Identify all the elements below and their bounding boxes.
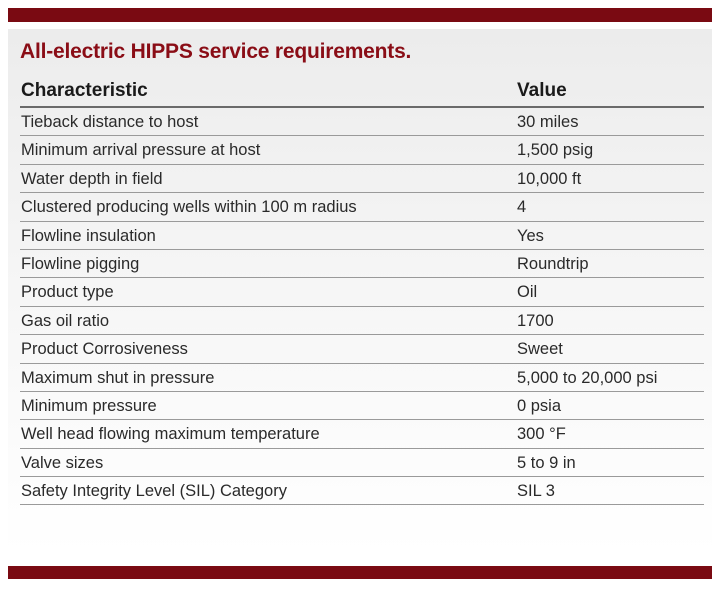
value-cell: 1700 <box>517 311 554 330</box>
requirements-table <box>20 76 704 505</box>
table-row <box>20 449 704 477</box>
value-cell: 5,000 to 20,000 psi <box>517 368 658 387</box>
value-cell: Oil <box>517 283 538 302</box>
table-row <box>20 392 704 420</box>
table-row <box>20 307 704 335</box>
value-cell: 4 <box>517 198 527 217</box>
table-row <box>20 250 704 278</box>
value-cell: Roundtrip <box>517 254 589 273</box>
table-row <box>20 193 704 221</box>
value-cell: 300 °F <box>517 425 566 444</box>
value-cell: 0 psia <box>517 396 562 415</box>
characteristic-cell: Safety Integrity Level (SIL) Category <box>21 482 287 501</box>
characteristic-cell: Flowline insulation <box>21 226 156 245</box>
value-cell: Sweet <box>517 340 563 359</box>
characteristic-cell: Water depth in field <box>21 169 163 188</box>
table-row <box>20 420 704 448</box>
characteristic-cell: Well head flowing maximum temperature <box>21 425 320 444</box>
table-row <box>20 165 704 193</box>
characteristic-cell: Product type <box>21 283 114 302</box>
column-header-value: Value <box>517 80 567 101</box>
value-cell: Yes <box>517 226 544 245</box>
characteristic-cell: Minimum pressure <box>21 396 157 415</box>
characteristic-cell: Minimum arrival pressure at host <box>21 141 261 160</box>
top-accent-bar <box>8 8 712 22</box>
characteristic-cell: Clustered producing wells within 100 m radius <box>21 198 357 217</box>
value-cell: 10,000 ft <box>517 169 582 188</box>
table-title: All-electric HIPPS service requirements. <box>20 40 412 63</box>
table-header-row <box>20 76 704 108</box>
characteristic-cell: Maximum shut in pressure <box>21 368 215 387</box>
value-cell: 5 to 9 in <box>517 453 576 472</box>
table-row <box>20 364 704 392</box>
value-cell: 30 miles <box>517 113 579 131</box>
characteristic-cell: Valve sizes <box>21 453 104 472</box>
table-row <box>20 278 704 306</box>
table-panel <box>8 29 712 553</box>
table-row <box>20 108 704 136</box>
characteristic-cell: Gas oil ratio <box>21 311 110 330</box>
bottom-accent-bar <box>8 566 712 579</box>
value-cell: SIL 3 <box>517 482 555 501</box>
table-row <box>20 136 704 164</box>
table-row <box>20 335 704 363</box>
column-header-characteristic: Characteristic <box>21 80 148 101</box>
table-row <box>20 477 704 505</box>
characteristic-cell: Flowline pigging <box>21 254 140 273</box>
table-row <box>20 222 704 250</box>
characteristic-cell: Tieback distance to host <box>21 113 199 131</box>
characteristic-cell: Product Corrosiveness <box>21 340 188 359</box>
value-cell: 1,500 psig <box>517 141 594 160</box>
